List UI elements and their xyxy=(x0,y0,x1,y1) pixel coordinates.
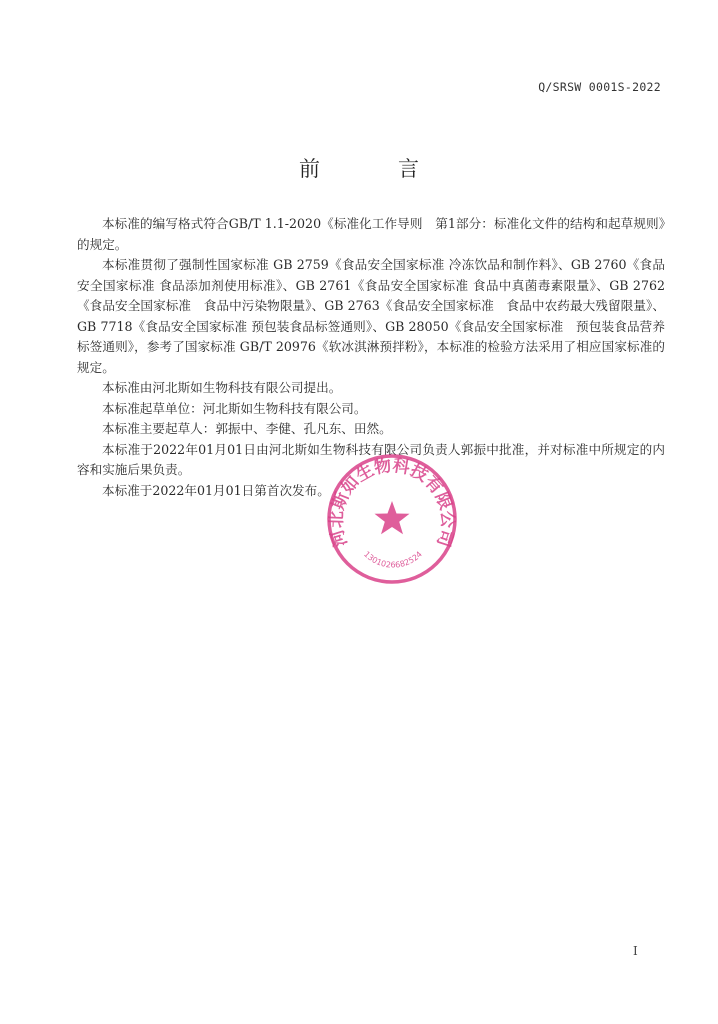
title-char-right: 言 xyxy=(398,157,419,181)
company-seal-stamp xyxy=(326,453,458,585)
paragraph-proposer: 本标准由河北斯如生物科技有限公司提出。 xyxy=(102,380,342,395)
paragraph-drafters: 本标准主要起草人：郭振中、李健、孔凡东、田然。 xyxy=(102,421,392,436)
paragraph-drafting-unit: 本标准起草单位：河北斯如生物科技有限公司。 xyxy=(102,400,367,416)
paragraph-format: 本标准的编写格式符合GB/T 1.1-2020《标准化工作导则 第1部分：标准化文件的结构和起草规则》的规定。 xyxy=(77,216,665,252)
page-number: I xyxy=(633,944,638,958)
title-char-left: 前 xyxy=(299,157,320,181)
page-title xyxy=(0,153,718,183)
svg-text:河北斯如生物科技有限公司: 河北斯如生物科技有限公司 xyxy=(326,455,458,550)
paragraph-release: 本标准于2022年01月01日第首次发布。 xyxy=(102,482,330,498)
paragraph-standards: 本标准贯彻了强制性国家标准 GB 2759《食品安全国家标准 冷冻饮品和制作料》、GB 2760《食品安全国家标准 食品添加剂使用标准》、GB 2761《食品安全国家标准 食品中真菌毒素限量》、GB 2762《食品安全国家标准 食品中污染物限量》、GB 2763《食品安全国家标准 食品中农药最大残留限量》、GB 7718《食品安全国家标准 预包装食品标签通则》、GB 28050《食品安全国家标准 预包装食品营养标签通则》，参考了国家标准 GB/T 20976《软冰淇淋预拌粉》，本标准的检验方法采用了相应国家标准的规定。 xyxy=(77,257,665,375)
paragraph-approval: 本标准于2022年01月01日由河北斯如生物科技有限公司负责人郭振中批准，并对标准中所规定的内容和实施后果负责。 xyxy=(77,441,665,477)
svg-text:1301026682524: 1301026682524 xyxy=(362,549,424,570)
document-code: Q/SRSW 0001S-2022 xyxy=(538,80,661,94)
